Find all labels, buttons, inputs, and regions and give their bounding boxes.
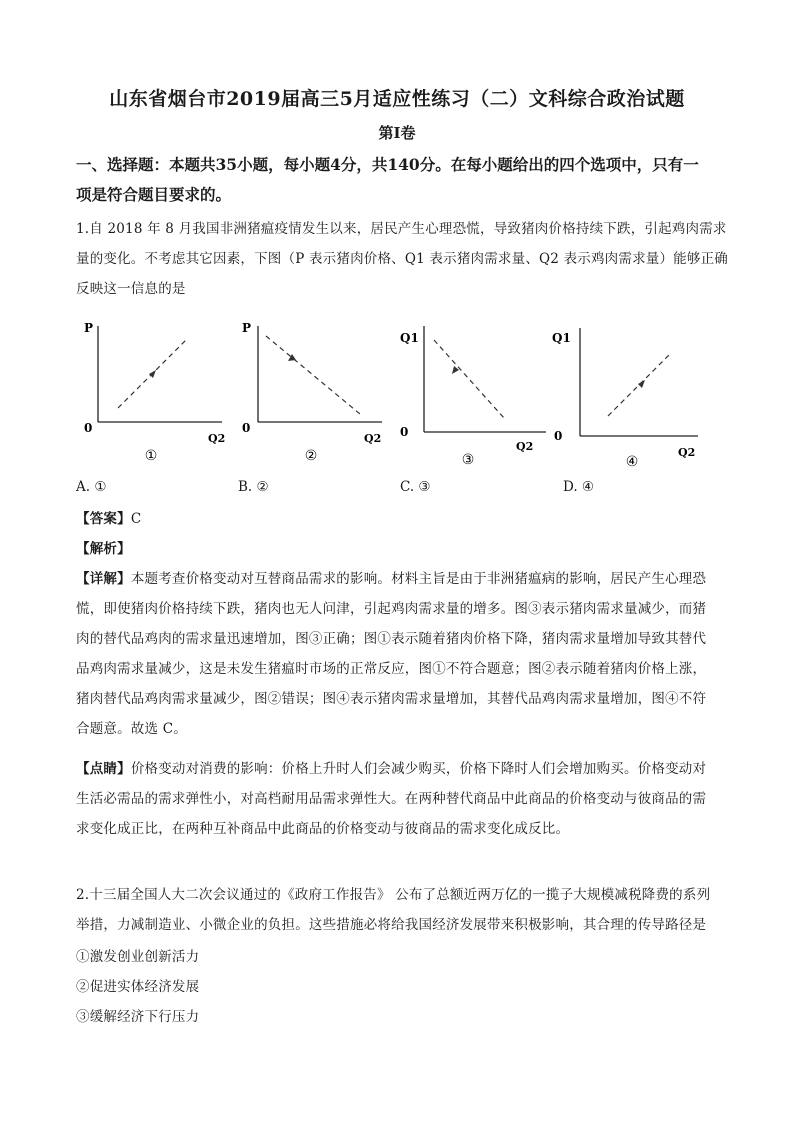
direction-arrow bbox=[638, 380, 645, 388]
x-axis-label: Q2 bbox=[678, 446, 696, 459]
graph-number: ③ bbox=[461, 452, 475, 468]
graph-1-svg bbox=[76, 318, 226, 478]
question-1-graphs bbox=[76, 318, 716, 478]
section-line: 一、选择题：本题共35小题，每小题4分，共140分。在每小题给出的四个选项中，只有一 bbox=[76, 155, 699, 174]
origin-label: 0 bbox=[400, 425, 409, 439]
list-item: ③缓解经济下行压力 bbox=[76, 1009, 200, 1025]
stem-line: 举措，力减制造业、小微企业的负担。这些措施必将给我国经济发展带来积极影响，其合理的传导路径是 bbox=[76, 917, 707, 933]
answer-tag: 【答案】 bbox=[76, 511, 131, 527]
dashed-line bbox=[266, 336, 360, 414]
y-axis-label: Q1 bbox=[400, 331, 419, 345]
x-axis-label: Q2 bbox=[208, 432, 226, 445]
detail-line: 慌，即使猪肉价格持续下跌，猪肉也无人问津，引起鸡肉需求量的增多。图③表示猪肉需求量减少，而猪 bbox=[76, 601, 707, 617]
graph-3-svg bbox=[398, 318, 548, 478]
question-2-stem bbox=[76, 880, 728, 940]
graph-2-svg bbox=[236, 318, 386, 478]
option-c: C. ③ bbox=[400, 479, 431, 495]
note-tag: 【点睛】 bbox=[76, 761, 131, 777]
answer-line bbox=[76, 504, 728, 534]
key-point-note bbox=[76, 754, 728, 844]
origin-label: 0 bbox=[554, 429, 563, 443]
graph-4-svg bbox=[552, 318, 702, 478]
y-axis-label: P bbox=[84, 321, 94, 335]
option-b: B. ② bbox=[238, 479, 269, 495]
document-title: 山东省烟台市2019届高三5月适应性练习（二）文科综合政治试题 bbox=[109, 88, 685, 110]
origin-label: 0 bbox=[242, 421, 251, 435]
note-line bbox=[76, 754, 728, 784]
volume-heading: 第Ⅰ卷 bbox=[378, 124, 416, 142]
answer-value: C bbox=[130, 511, 142, 527]
detail-line: 合题意。故选 C。 bbox=[76, 721, 187, 737]
graph-number: ② bbox=[304, 448, 318, 464]
direction-arrow bbox=[149, 370, 156, 378]
option-d: D. ④ bbox=[563, 479, 595, 495]
x-axis-label: Q2 bbox=[516, 440, 534, 453]
detail-tag: 【详解】 bbox=[76, 571, 131, 587]
stem-line: 量的变化。不考虑其它因素，下图（P 表示猪肉价格、Q1 表示猪肉需求量、Q2 表示鸡肉需求量）能够正确 bbox=[76, 251, 728, 267]
origin-label: 0 bbox=[84, 421, 93, 435]
graph-4 bbox=[552, 318, 702, 478]
graph-2 bbox=[236, 318, 386, 478]
list-item: ①激发创业创新活力 bbox=[76, 949, 200, 965]
detail-line: 肉的替代品鸡肉的需求量迅速增加，图③正确；图①表示随着猪肉价格下降，猪肉需求量增加导致其替代 bbox=[76, 631, 707, 647]
x-axis-label: Q2 bbox=[364, 432, 382, 445]
analysis-tag: 【解析】 bbox=[76, 541, 131, 557]
graph-3 bbox=[398, 318, 548, 478]
detail-line: 猪肉替代品鸡肉需求量减少，图②错误；图④表示猪肉需求量增加，其替代品鸡肉需求量增加，图④不符 bbox=[76, 691, 707, 707]
note-text: 价格变动对消费的影响：价格上升时人们会减少购买，价格下降时人们会增加购买。价格变动对 bbox=[130, 761, 707, 777]
detail-line bbox=[76, 564, 728, 594]
note-line: 求变化成正比，在两种互补商品中此商品的价格变动与彼商品的需求变化成反比。 bbox=[76, 821, 570, 837]
question-2-items bbox=[76, 942, 728, 1032]
section-instructions bbox=[76, 150, 728, 210]
graph-1 bbox=[76, 318, 226, 478]
detail-text: 本题考查价格变动对互替商品需求的影响。材料主旨是由于非洲猪瘟病的影响，居民产生心理恐 bbox=[130, 571, 707, 587]
graph-number: ① bbox=[144, 448, 158, 464]
stem-line: 反映这一信息的是 bbox=[76, 281, 186, 297]
y-axis-label: Q1 bbox=[552, 331, 571, 345]
detail-line: 品鸡肉需求量减少，这是未发生猪瘟时市场的正常反应，图①不符合题意；图②表示随着猪肉价格上涨， bbox=[76, 661, 707, 677]
note-line: 生活必需品的需求弹性小，对高档耐用品需求弹性大。在两种替代商品中此商品的价格变动与彼商品的需 bbox=[76, 791, 707, 807]
graph-number: ④ bbox=[625, 454, 639, 470]
question-1-options bbox=[76, 472, 696, 502]
y-axis-label: P bbox=[242, 321, 252, 335]
option-a: A. ① bbox=[76, 479, 107, 495]
analysis-heading bbox=[76, 534, 728, 564]
section-line: 项是符合题目要求的。 bbox=[76, 185, 232, 204]
question-1-stem bbox=[76, 214, 728, 304]
detail-explanation bbox=[76, 564, 728, 744]
stem-line: 2.十三届全国人大二次会议通过的《政府工作报告》 公布了总额近两万亿的一揽子大规模减税降费的系列 bbox=[76, 887, 711, 903]
dashed-line bbox=[434, 340, 504, 418]
list-item: ②促进实体经济发展 bbox=[76, 979, 200, 995]
stem-line: 1.自 2018 年 8 月我国非洲猪瘟疫情发生以来，居民产生心理恐慌，导致猪肉价格持续下跌，引起鸡肉需求 bbox=[76, 221, 727, 237]
